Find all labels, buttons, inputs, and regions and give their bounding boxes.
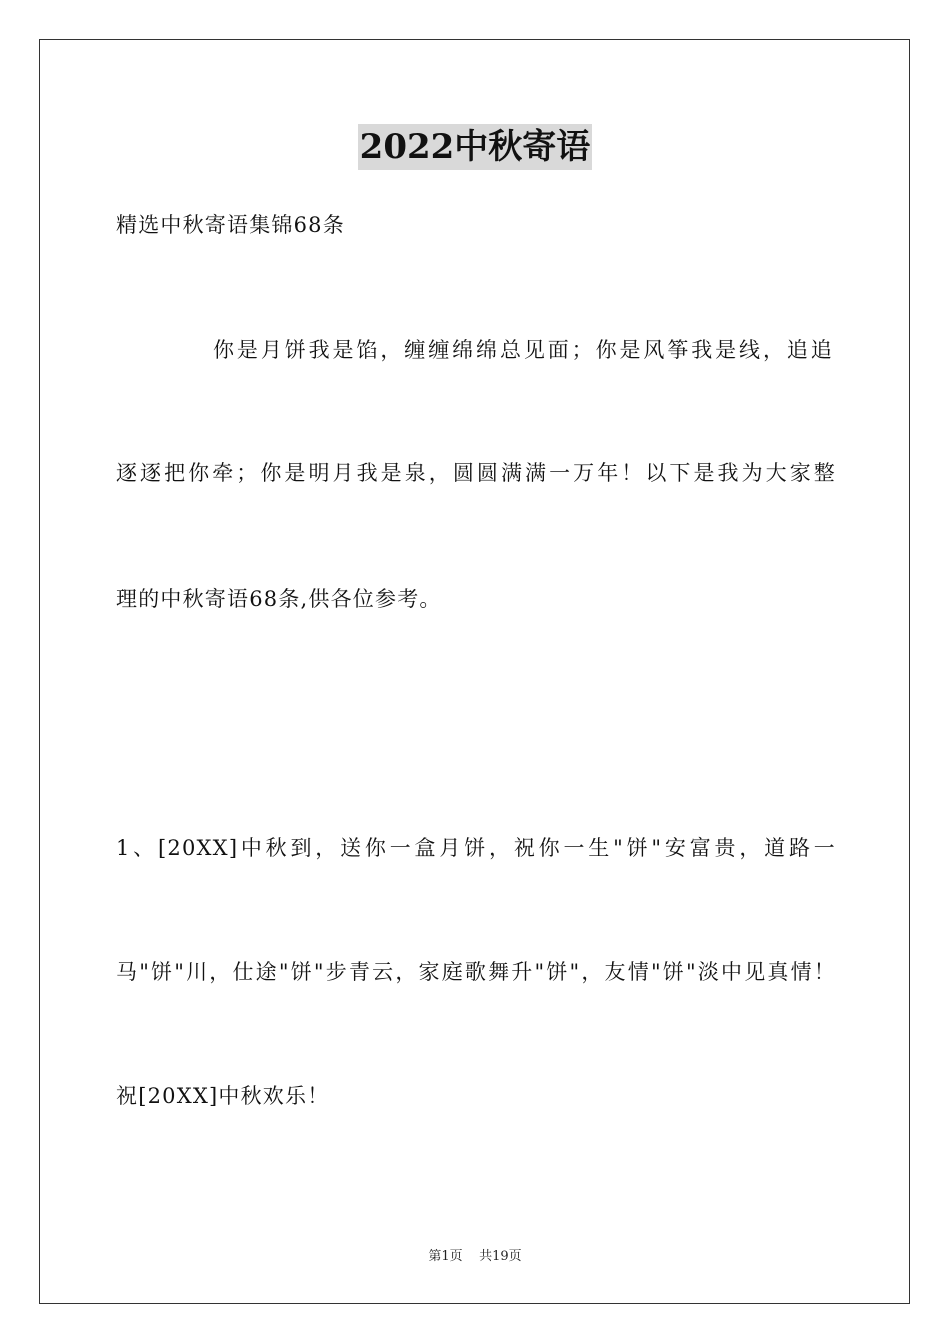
page-total: 共19页 <box>479 1249 522 1264</box>
title-container <box>0 124 950 170</box>
subtitle: 精选中秋寄语集锦68条 <box>116 213 345 237</box>
item-1-line-3: 祝[20XX]中秋欢乐！ <box>116 1084 330 1108</box>
item-1-line-1: 1、[20XX]中秋到，送你一盒月饼，祝你一生"饼"安富贵，道路一 <box>116 836 836 860</box>
item-1-line-2: 马"饼"川，仕途"饼"步青云，家庭歌舞升"饼"，友情"饼"淡中见真情！ <box>116 960 836 984</box>
intro-line-1: 你是月饼我是馅，缠缠绵绵总见面；你是风筝我是线，追追 <box>213 338 833 362</box>
intro-line-2: 逐逐把你牵；你是明月我是泉，圆圆满满一万年！以下是我为大家整 <box>116 461 836 485</box>
page-number: 第1页 <box>428 1249 463 1264</box>
intro-line-3: 理的中秋寄语68条,供各位参考。 <box>116 587 442 611</box>
document-title: 2022中秋寄语 <box>358 124 593 170</box>
page-footer <box>0 1248 950 1266</box>
